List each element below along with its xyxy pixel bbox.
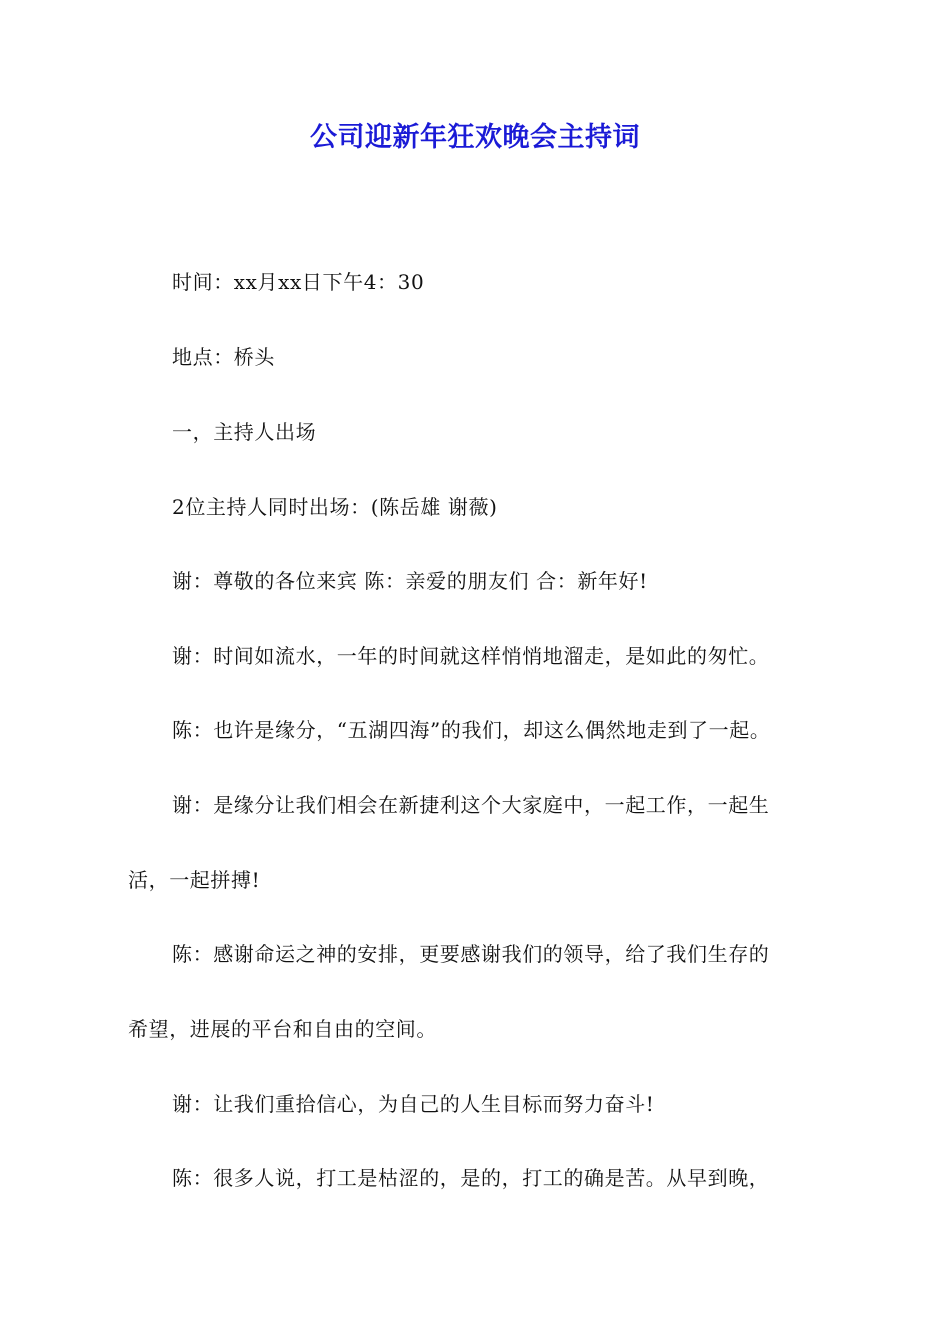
dialogue-line: 谢：让我们重拾信心，为自己的人生目标而努力奋斗!	[172, 1092, 655, 1116]
dialogue-line: 谢：是缘分让我们相会在新捷利这个大家庭中，一起工作，一起生	[172, 793, 770, 817]
dialogue-line: 谢：尊敬的各位来宾 陈：亲爱的朋友们 合：新年好!	[172, 569, 648, 593]
paragraph-time: 时间：xx月xx日下午4：30	[172, 270, 425, 294]
paragraph-location: 地点：桥头	[172, 345, 275, 369]
document-title: 公司迎新年狂欢晚会主持词	[310, 122, 640, 153]
dialogue-line-continuation: 希望，进展的平台和自由的空间。	[128, 1017, 437, 1041]
paragraph-hosts: 2位主持人同时出场：(陈岳雄 谢薇)	[172, 495, 498, 519]
dialogue-line: 陈：很多人说，打工是枯涩的，是的，打工的确是苦。从早到晚，	[172, 1166, 770, 1190]
section-heading-host-entrance: 一，主持人出场	[172, 420, 317, 444]
dialogue-line: 陈：感谢命运之神的安排，更要感谢我们的领导，给了我们生存的	[172, 942, 770, 966]
dialogue-line: 陈：也许是缘分，“五湖四海”的我们，却这么偶然地走到了一起。	[172, 718, 771, 742]
dialogue-line-continuation: 活，一起拼搏!	[128, 868, 261, 892]
dialogue-line: 谢：时间如流水，一年的时间就这样悄悄地溜走，是如此的匆忙。	[172, 644, 770, 668]
